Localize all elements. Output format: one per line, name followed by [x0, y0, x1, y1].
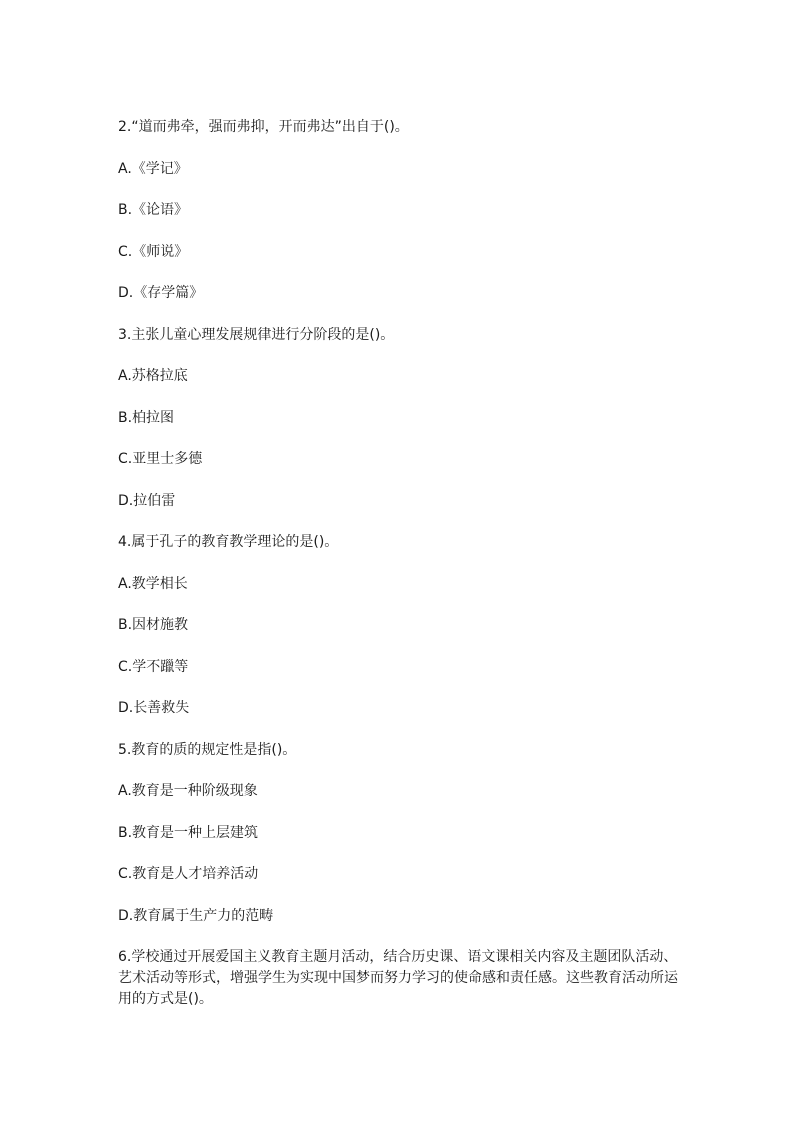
question-stem: 3.主张儿童心理发展规律进行分阶段的是()。	[118, 326, 395, 343]
question-list	[118, 117, 678, 1032]
option-a: A.教育是一种阶级现象	[118, 783, 258, 799]
option-b: B.因材施教	[118, 617, 189, 633]
option-c: C.学不躐等	[118, 658, 189, 675]
option-c: C.《师说》	[118, 243, 189, 260]
option-b: B.柏拉图	[118, 409, 175, 426]
option-d: D.《存学篇》	[118, 285, 204, 301]
option-b: B.教育是一种上层建筑	[118, 824, 259, 841]
question-stem: 4.属于孔子的教育教学理论的是()。	[118, 534, 339, 550]
option-b: B.《论语》	[118, 202, 189, 218]
question-stem: 5.教育的质的规定性是指()。	[118, 741, 297, 758]
question-stem: 6.学校通过开展爱国主义教育主题月活动，结合历史课、语文课相关内容及主题团队活动、艺术活动等形式，增强学生为实现中国梦而努力学习的使命感和责任感。这些教育活动所运用的方式是()。	[118, 949, 678, 1007]
option-a: A.苏格拉底	[118, 368, 188, 384]
option-a: A.教学相长	[118, 575, 188, 592]
option-c: C.教育是人才培养活动	[118, 866, 259, 882]
option-c: C.亚里士多德	[118, 451, 203, 467]
option-d: D.长善救失	[118, 700, 190, 716]
option-a: A.《学记》	[118, 160, 188, 177]
option-d: D.拉伯雷	[118, 492, 176, 509]
question-stem: 2.“道而弗牵，强而弗抑，开而弗达”出自于()。	[118, 119, 409, 135]
option-d: D.教育属于生产力的范畴	[118, 907, 274, 924]
